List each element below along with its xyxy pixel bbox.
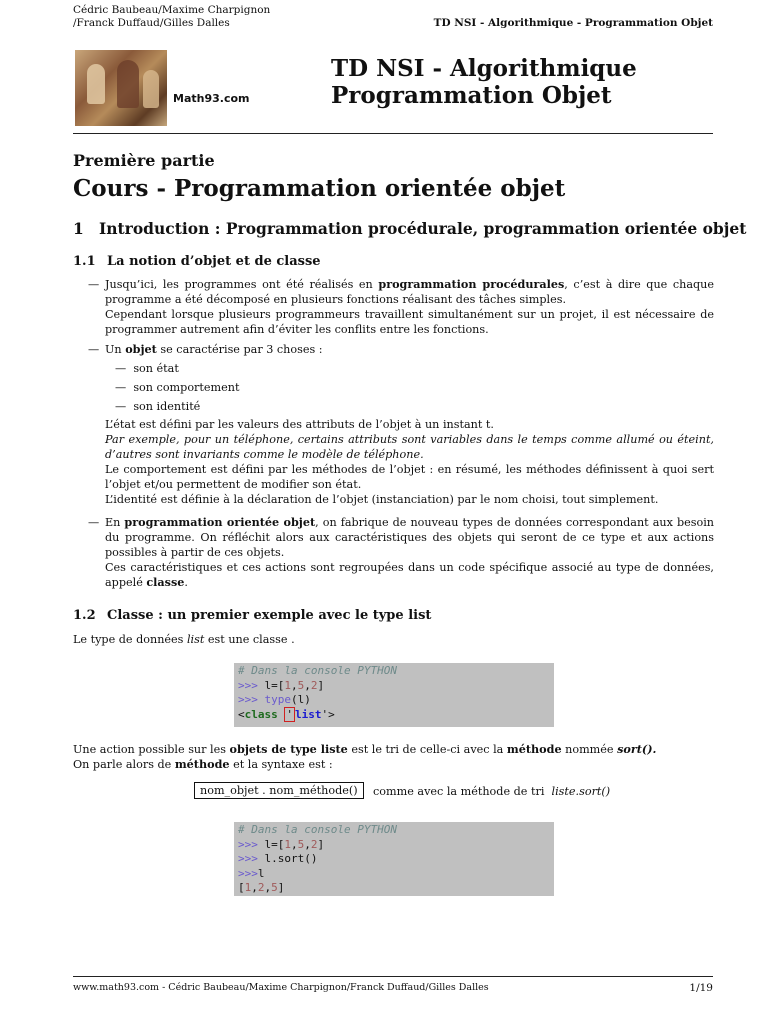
dash: — [88, 516, 100, 529]
code-text: l=[ [264, 837, 285, 851]
code-text: ] [317, 678, 325, 692]
subsection-1-1-heading [73, 254, 321, 269]
bold-text: programmation procédurales [378, 277, 565, 291]
paragraph: Le comportement est défini par les méthodes de l’objet : en résumé, les méthodes définissent à quoi sert l’objet et/ou permettent de modifier son état. [105, 463, 714, 491]
sublist-text: son identité [133, 400, 201, 413]
text: comme avec la méthode de tri [373, 785, 545, 798]
object-description [105, 417, 714, 507]
section-number: 1 [73, 219, 84, 238]
dash: — [115, 381, 127, 394]
subsection-1-2-heading [73, 608, 431, 623]
dash: — [115, 362, 127, 375]
text: On parle alors de [73, 758, 175, 771]
header-authors-line2: /Franck Duffaud/Gilles Dalles [73, 17, 230, 29]
subsection-title: Classe : un premier exemple avec le type list [107, 608, 432, 623]
code-text: l.sort() [264, 852, 318, 865]
code-number: 1 [244, 881, 252, 894]
paragraph: L’identité est définie à la déclaration de l’objet (instanciation) par le nom choisi, tout simplement. [105, 493, 659, 506]
code-text: ] [277, 881, 285, 894]
list-item-objet [88, 342, 714, 357]
list-item-procedural [88, 277, 714, 337]
code-block-type [234, 663, 554, 727]
code-comment: # Dans la console PYTHON [238, 823, 397, 836]
code-text: l [257, 866, 265, 880]
code-line [238, 881, 550, 896]
text: se caractérise par 3 choses : [156, 343, 323, 356]
code-number: 2 [257, 881, 265, 894]
bold-text: classe [146, 575, 185, 589]
dash: — [88, 343, 100, 356]
code-line [238, 708, 550, 723]
text: , on fabrique de nouveau types de données correspondant aux besoin du programme. On réfléchit alors aux caractéristiques des objets qui seront de ce type et aux actions possibles à partir de ces objets. [105, 516, 714, 559]
text: Une action possible sur les [73, 743, 230, 756]
footer-text: www.math93.com - Cédric Baubeau/Maxime Charpignon/Franck Duffaud/Gilles Dalles [73, 982, 489, 993]
bold-text: programmation orientée objet [124, 515, 316, 529]
paragraph-example: Par exemple, pour un téléphone, certains attributs sont variables dans le temps comme allumé ou éteint, d’autres sont invariants comme le modèle de téléphone. [105, 433, 714, 461]
bold-italic-text: sort(). [617, 742, 657, 756]
sublist-text: son état [133, 362, 179, 375]
bold-text: méthode [506, 742, 562, 756]
part-heading: Première partie [73, 151, 215, 170]
text: Jusqu’ici, les programmes ont été réalisés en [105, 278, 379, 291]
sublist-item [115, 361, 179, 376]
text: En [105, 516, 125, 529]
paragraph-sort [73, 742, 713, 772]
code-string: list [295, 707, 322, 721]
code-text: < [238, 707, 245, 721]
sublist-text: son comportement [133, 381, 240, 394]
code-prompt: >>> [238, 678, 265, 692]
code-text: , [264, 881, 272, 894]
text: Le type de données [73, 633, 187, 646]
dash: — [88, 278, 100, 291]
bold-text: objets de type liste [229, 742, 348, 756]
title-rule [73, 133, 713, 134]
paragraph: Cependant lorsque plusieurs programmeurs travaillent simultanément sur un projet, il est nécessaire de programmer autrement afin d’éviter les conflits entre les fonctions. [105, 308, 714, 336]
text: est le tri de celle-ci avec la [347, 743, 507, 756]
section-title: Introduction : Programmation procédurale, programmation orientée objet [99, 219, 747, 238]
text: est une classe . [204, 633, 295, 646]
code-number: 5 [297, 837, 305, 851]
code-line [238, 852, 550, 867]
code-text: , [251, 881, 258, 894]
code-prompt: >>> [238, 852, 265, 865]
title-line2: Programmation Objet [331, 82, 612, 109]
code-prompt: >>> [238, 866, 258, 880]
code-quote-highlight: ' [286, 707, 293, 721]
code-keyword: class [244, 707, 278, 721]
syntax-explanation [373, 784, 610, 799]
title-line1: TD NSI - Algorithmique [331, 55, 637, 82]
syntax-box: nom_objet . nom_méthode() [194, 782, 364, 799]
code-number: 2 [310, 837, 318, 851]
italic-text: liste.sort() [551, 785, 611, 798]
code-number: 5 [297, 678, 305, 692]
code-number: 5 [271, 881, 278, 894]
text: Ces caractéristiques et ces actions sont regroupées dans un code spécifique associé au type de données, appelé [105, 561, 714, 589]
code-text: (l) [291, 693, 311, 706]
code-text: ] [317, 837, 325, 851]
paragraph-list-class [73, 632, 295, 647]
logo [75, 50, 255, 126]
footer-rule [73, 976, 713, 977]
code-number: 2 [310, 678, 318, 692]
bold-text: méthode [174, 757, 230, 771]
code-builtin: type [264, 693, 291, 706]
cours-heading: Cours - Programmation orientée objet [73, 175, 566, 202]
code-line: >>> l=[1,5,2] [238, 678, 325, 692]
code-number: 1 [284, 678, 291, 692]
subsection-number: 1.1 [73, 254, 96, 269]
code-text: [ [238, 881, 245, 894]
page-number: 1/19 [689, 982, 713, 994]
code-text: '> [321, 707, 335, 721]
code-line [238, 867, 550, 882]
code-prompt: >>> [238, 693, 265, 706]
header-course: TD NSI - Algorithmique - Programmation Objet [433, 17, 713, 29]
bold-text: objet [125, 342, 157, 356]
section-1-heading [73, 219, 746, 238]
text: Un [105, 343, 126, 356]
code-line [238, 693, 550, 708]
italic-text: list [186, 633, 205, 646]
text: nommée [561, 743, 618, 756]
code-text: l=[ [264, 678, 285, 692]
document-title [331, 55, 637, 109]
text: , c’est à dire que chaque programme a été décomposé en plusieurs fonctions réalisant des tâches simples. [105, 278, 715, 306]
sublist-item [115, 399, 200, 414]
paragraph: L’état est défini par les valeurs des attributs de l’objet à un instant t. [105, 418, 494, 431]
subsection-number: 1.2 [73, 608, 96, 623]
code-block-sort [234, 822, 554, 896]
code-number: 1 [284, 837, 291, 851]
text: . [184, 576, 188, 589]
header-authors-line1: Cédric Baubeau/Maxime Charpignon [73, 4, 271, 16]
sublist-item [115, 380, 239, 395]
dash: — [115, 400, 127, 413]
subsection-title: La notion d’objet et de classe [107, 254, 321, 269]
text: et la syntaxe est : [229, 758, 333, 771]
logo-text: Math93.com [173, 92, 250, 105]
code-line: >>> l=[1,5,2] [238, 837, 325, 851]
list-item-poo [88, 515, 714, 590]
header-authors [73, 4, 270, 30]
logo-painting [75, 50, 167, 126]
code-comment: # Dans la console PYTHON [238, 664, 397, 677]
code-prompt: >>> [238, 837, 265, 851]
